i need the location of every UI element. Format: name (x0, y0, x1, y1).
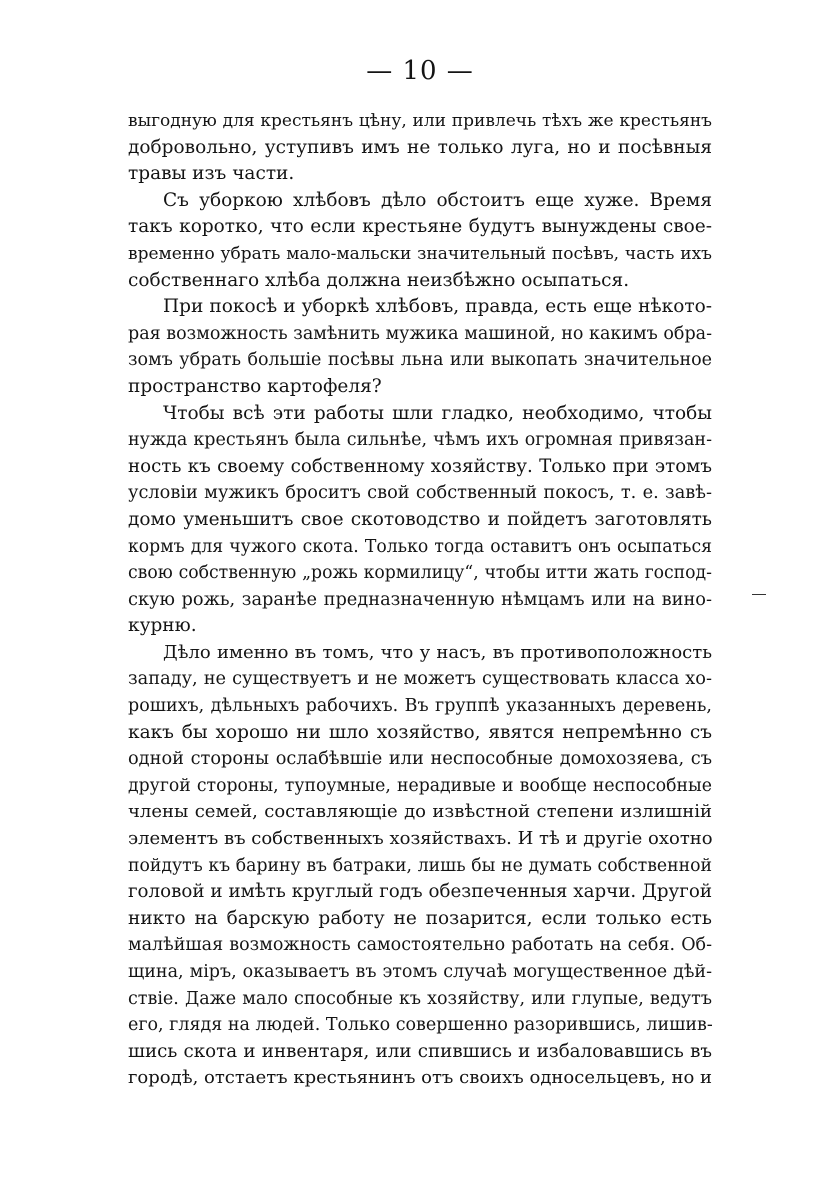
text-line: выгодную для крестьянъ цѣну, или привлечь тѣхъ же крестьянъ (128, 111, 712, 131)
text-line: шись скота и инвентаря, или спившись и избаловавшись въ (128, 1040, 712, 1062)
text-line: домо уменьшитъ свое скотоводство и пойдетъ заготовлять (128, 508, 712, 530)
text-line: При покосѣ и уборкѣ хлѣбовъ, правда, есть еще нѣкото- (163, 296, 712, 318)
margin-mark (752, 594, 766, 595)
text-line: Чтобы всѣ эти работы шли гладко, необходимо, чтобы (163, 402, 712, 424)
text-line: рошихъ, дѣльныхъ рабочихъ. Въ группѣ указанныхъ деревень, (128, 696, 712, 717)
text-line: добровольно, уступивъ имъ не только луга, но и посѣвныя (128, 136, 712, 158)
text-line: зомъ убрать большіе посѣвы льна или выкопать значительное (128, 350, 712, 371)
page-number: — 10 — (366, 56, 474, 86)
text-line: травы изъ части. (128, 163, 295, 185)
text-line: нужда крестьянъ была сильнѣе, чѣмъ ихъ огромная привязан- (128, 430, 712, 451)
text-line: члены семей, составляющіе до извѣстной степени излишній (128, 801, 712, 823)
text-line: условіи мужикъ броситъ свой собственный покосъ, т. е. завѣ- (128, 483, 712, 504)
text-line: какъ бы хорошо ни шло хозяйство, явятся непремѣнно съ (128, 721, 712, 743)
text-line: никто на барскую работу не позарится, если только есть (128, 907, 712, 929)
text-line: собственнаго хлѣба должна неизбѣжно осыпаться. (128, 269, 630, 291)
text-line: малѣйшая возможность самостоятельно работать на себя. Об- (128, 935, 712, 956)
text-line: временно убрать мало-мальски значительный посѣвъ, часть ихъ (128, 243, 712, 264)
text-line: западу, не существуетъ и не можетъ существовать класса хо- (128, 669, 712, 690)
text-line: щина, міръ, оказываетъ въ этомъ случаѣ могущественное дѣй- (128, 962, 712, 982)
text-line: пойдутъ къ барину въ батраки, лишь бы не думать собственной (128, 855, 712, 876)
text-line: такъ коротко, что если крестьяне будутъ вынуждены свое- (128, 216, 712, 238)
body-text (128, 108, 712, 1092)
text-line: ствіе. Даже мало способные къ хозяйству, или глупые, ведутъ (128, 988, 712, 1009)
text-line: скую рожь, заранѣе предназначенную нѣмцамъ или на вино- (128, 589, 712, 610)
text-line: головой и имѣть круглый годъ обезпеченныя харчи. Другой (128, 881, 712, 903)
text-line: одной стороны ослабѣвшіе или неспособные домохозяева, съ (128, 749, 712, 770)
text-line: ность къ своему собственному хозяйству. Только при этомъ (128, 455, 712, 477)
text-line: свою собственную „рожь кормилицу“, чтобы итти жать господ- (128, 563, 712, 584)
text-line: Дѣло именно въ томъ, что у насъ, въ противоположность (163, 641, 712, 663)
text-line: курню. (128, 615, 197, 637)
text-line: его, глядя на людей. Только совершенно разорившись, лишив- (128, 1015, 713, 1036)
text-line: рая возможность замѣнить мужика машиной, но какимъ обра- (128, 323, 712, 344)
text-line: элементъ въ собственныхъ хозяйствахъ. И тѣ и другіе охотно (128, 828, 713, 850)
text-line: городѣ, отстаетъ крестьянинъ отъ своихъ односельцевъ, но и (128, 1067, 713, 1089)
text-line: пространство картофеля? (128, 375, 382, 397)
text-line: Съ уборкою хлѣбовъ дѣло обстоитъ еще хуже. Время (163, 189, 712, 211)
text-line: кормъ для чужого скота. Только тогда оставитъ онъ осыпаться (128, 536, 712, 557)
text-line: другой стороны, тупоумные, нерадивые и вообще неспособные (128, 775, 712, 796)
